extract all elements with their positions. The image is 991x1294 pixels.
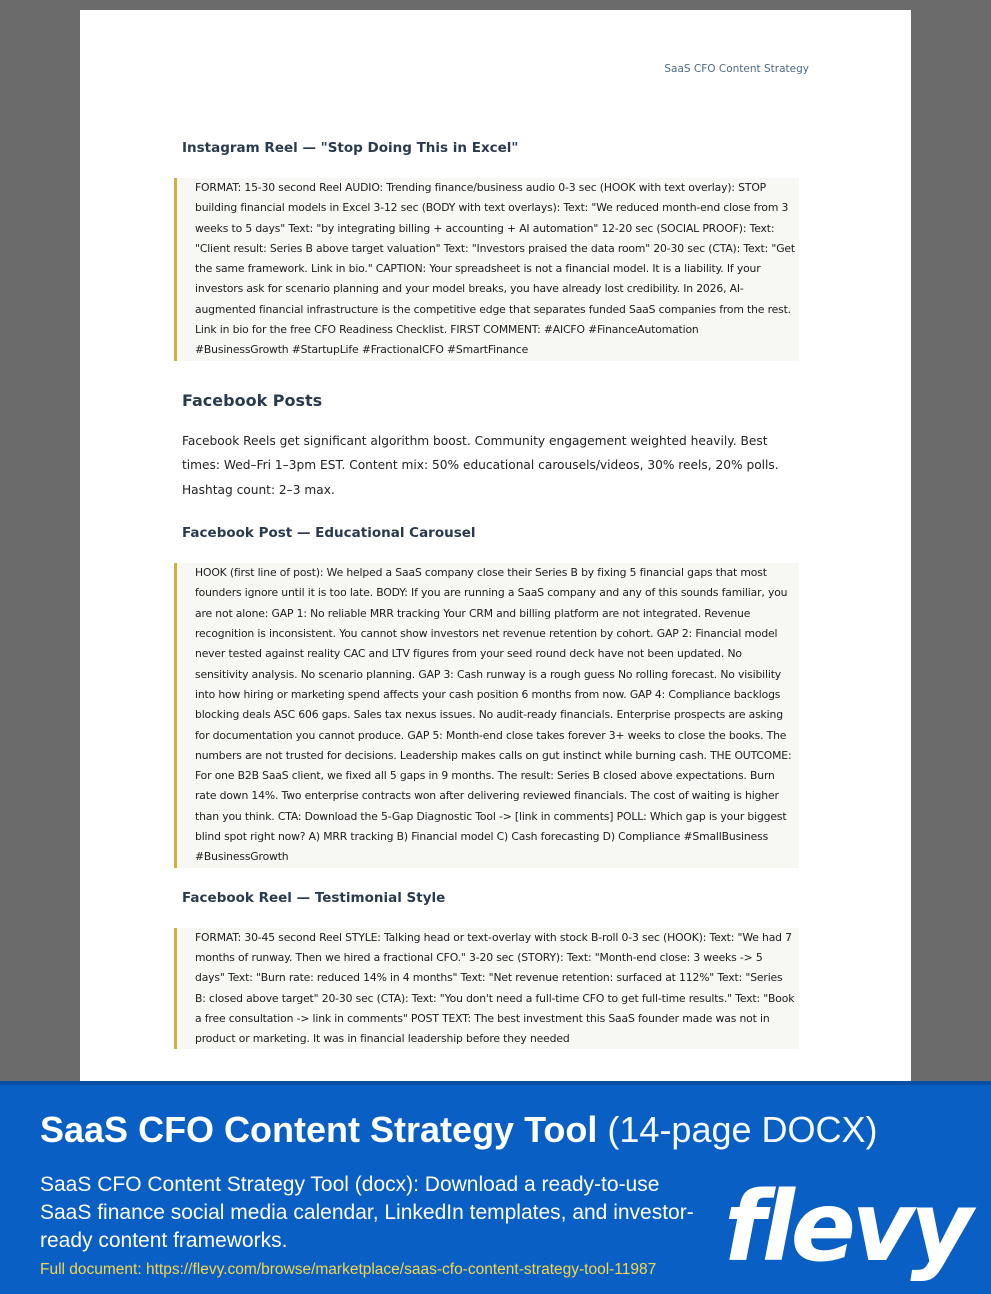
flevy-logo: flevy [724, 1171, 969, 1283]
banner-title [40, 1109, 878, 1151]
facebook-posts-heading: Facebook Posts [182, 390, 323, 410]
document-content [182, 138, 798, 1049]
facebook-carousel-script: HOOK (first line of post): We helped a SaaS company close their Series B by fixing 5 financial gaps that most founders ignore until it is too late. BODY: If you are running a SaaS company and any of this sounds familiar, you are not alone: GAP 1: No reliable MRR tracking Your CRM and billing platform are not integrated. Revenue recognition is inconsistent. You cannot show investors net revenue retention by cohort. GAP 2: Financial model never tested against reality CAC and LTV figures from your seed round deck have not been updated. No sensitivity analysis. No scenario planning. GAP 3: Cash runway is a rough guess No rolling forecast. No visibility into how hiring or marketing spend affects your cash position 6 months from now. GAP 4: Compliance backlogs blocking deals ASC 606 gaps. Sales tax nexus issues. No audit-ready financials. Enterprise prospects are asking for documentation you cannot produce. GAP 5: Month-end close takes forever 3+ weeks to close the books. The numbers are not trusted for decisions. Leadership makes calls on gut instinct while burning cash. THE OUTCOME: For one B2B SaaS client, we fixed all 5 gaps in 9 months. The result: Series B closed above expectations. Burn rate down 14%. Two enterprise contracts won after delivering reviewed financials. The cost of waiting is higher than you think. CTA: Download the 5-Gap Diagnostic Tool -> [link in comments] POLL: Which gap is your biggest blind spot right now? A) MRR tracking B) Financial model C) Cash forecasting D) Compliance #SmallBusiness #BusinessGrowth [174, 563, 799, 867]
facebook-posts-intro: Facebook Reels get significant algorithm boost. Community engagement weighted heavily. Best times: Wed–Fri 1–3pm EST. Content mix: 50% educational carousels/videos, 30% reels, 20% polls. Hashtag count: 2–3 max. [182, 433, 779, 497]
facebook-reel-script: FORMAT: 30-45 second Reel STYLE: Talking head or text-overlay with stock B-roll 0-3 sec (HOOK): Text: "We had 7 months of runway. Then we hired a fractional CFO." 3-20 sec (STORY): Text: "Month-end close: 3 weeks -> 5 days" Text: "Burn rate: reduced 14% in 4 months" Text: "Net revenue retention: surfaced at 112%" Text: "Series B: closed above target" 20-30 sec (CTA): Text: "You don't need a full-time CFO to get full-time results." Text: "Book a free consultation -> link in comments" POST TEXT: The best investment this SaaS founder made was not in product or marketing. It was in financial leadership before they needed [174, 928, 799, 1050]
banner-title-main: SaaS CFO Content Strategy Tool [40, 1109, 598, 1150]
facebook-reel-heading: Facebook Reel — Testimonial Style [182, 889, 446, 906]
instagram-reel-script: FORMAT: 15-30 second Reel AUDIO: Trending finance/business audio 0-3 sec (HOOK with text overlay): STOP building financial models in Excel 3-12 sec (BODY with text overlays): Text: "We reduced month-end close from 3 weeks to 5 days" Text: "by integrating billing + accounting + AI automation" 12-20 sec (SOCIAL PROOF): Text: "Client result: Series B above target valuation" Text: "Investors praised the data room" 20-30 sec (CTA): Text: "Get the same framework. Link in bio." CAPTION: Your spreadsheet is not a financial model. It is a liability. If your investors ask for scenario planning and your model breaks, you have already lost credibility. In 2026, AI-augmented financial infrastructure is the competitive edge that separates funded SaaS companies from the rest. Link in bio for the free CFO Readiness Checklist. FIRST COMMENT: #AICFO #FinanceAutomation #BusinessGrowth #StartupLife #FractionalCFO #SmartFinance [174, 178, 799, 361]
product-banner [0, 1081, 991, 1294]
banner-document-link[interactable]: Full document: https://flevy.com/browse/marketplace/saas-cfo-content-strategy-tool-11987 [40, 1261, 657, 1278]
instagram-reel-heading: Instagram Reel — "Stop Doing This in Excel" [182, 140, 519, 156]
banner-title-format: (14-page DOCX) [607, 1109, 878, 1150]
facebook-carousel-heading: Facebook Post — Educational Carousel [182, 525, 476, 542]
document-page [80, 10, 911, 1081]
running-header: SaaS CFO Content Strategy [664, 63, 809, 75]
banner-description: SaaS CFO Content Strategy Tool (docx): Download a ready-to-use SaaS finance social media calendar, LinkedIn templates, and investor-ready content frameworks. [40, 1173, 694, 1252]
